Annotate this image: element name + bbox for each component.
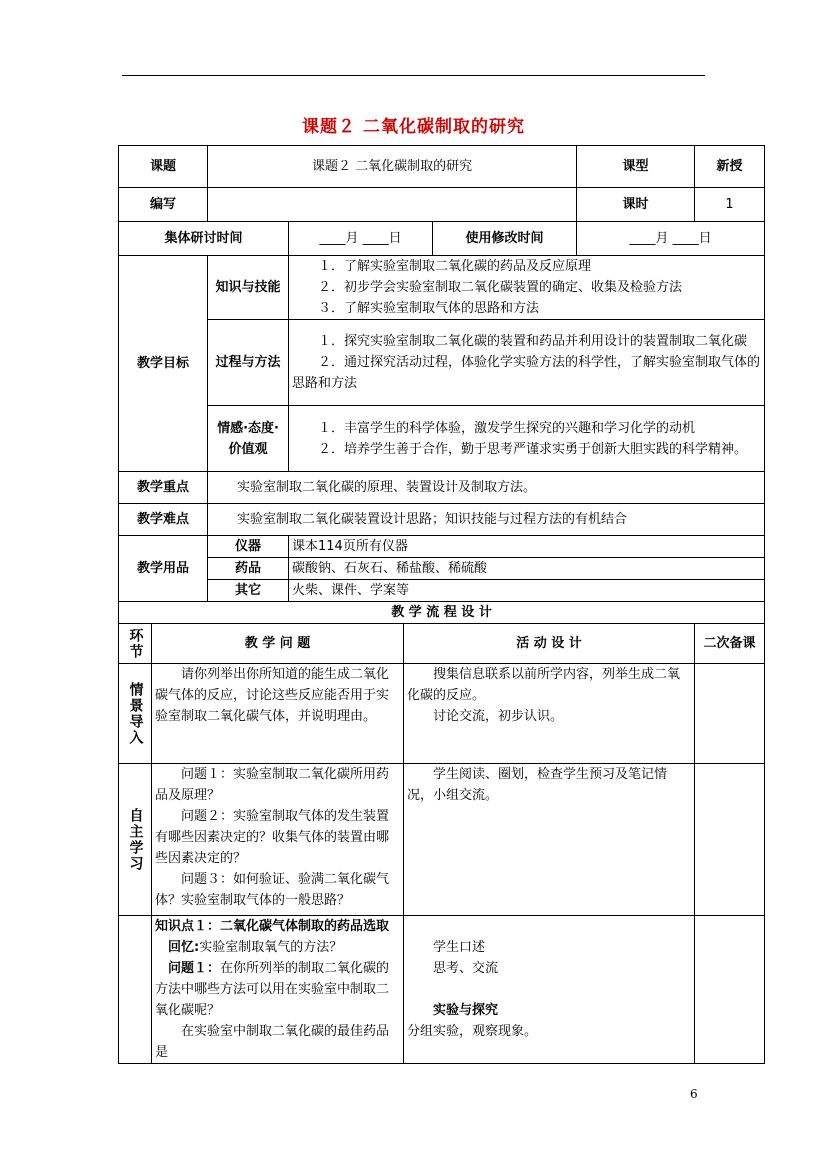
jiti-label: 集体研讨时间 [119, 222, 289, 256]
goal-line: ２．通过探究活动过程，体验化学实验方法的科学性，了解实验室制取气体的思路和方法 [292, 355, 761, 391]
goal-label-knowledge: 知识与技能 [208, 256, 289, 320]
material-text: 碳酸钠、石灰石、稀盐酸、稀硫酸 [289, 558, 765, 580]
knowledge-tail: 在实验室中制取二氧化碳的最佳药品是 [155, 1024, 390, 1060]
stage-activity-line: 搜集信息联系以前所学内容，列举生成二氧化碳的反应。 [407, 667, 681, 703]
stage-activity [404, 764, 695, 916]
header-rule [122, 75, 705, 76]
keti-value: 课题２ 二氧化碳制取的研究 [208, 146, 577, 188]
col-link: 环节 [119, 624, 152, 664]
goal-line: ２．初步学会实验室制取二氧化碳装置的确定、收集及检验方法 [318, 280, 683, 295]
kexing-value: 新授 [695, 146, 765, 188]
keti-label: 课题 [119, 146, 208, 188]
knowledge-act: 思考、交流 [433, 961, 499, 976]
goal-emotion-cell [289, 406, 765, 472]
stage-name: 情景导入 [119, 664, 152, 764]
knowledge-act: 实验与探究 [433, 1003, 499, 1018]
lesson-plan-table [118, 145, 764, 1064]
stage-question [152, 764, 404, 916]
kexing-label: 课型 [577, 146, 695, 188]
col-note: 二次备课 [695, 624, 765, 664]
keshi-label: 课时 [577, 188, 695, 222]
shiyong-label: 使用修改时间 [433, 222, 577, 256]
col-activity: 活 动 设 计 [404, 624, 695, 664]
keypoint-text: 实验室制取二氧化碳的原理、装置设计及制取方法。 [208, 472, 765, 504]
stage-activity-line: 讨论交流，初步认识。 [433, 709, 564, 724]
stage-question-line: 请你列举出你所知道的能生成二氧化碳气体的反应，讨论这些反应能否用于实验室制取二氧化碳气体，并说明理由。 [155, 667, 390, 724]
stage-question [152, 664, 404, 764]
knowledge-recall: 回忆:实验室制取氧气的方法？ [168, 940, 343, 955]
stage-activity [404, 664, 695, 764]
page-number: 6 [690, 1087, 698, 1101]
bianxie-value [208, 188, 577, 222]
stage-question-line: 问题２：实验室制取气体的发生装置有哪些因素决定的？收集气体的装置由哪些因素决定的？ [155, 809, 390, 866]
jiti-date: ____月 ____日 [289, 222, 433, 256]
material-text: 火柴、课件、学案等 [289, 580, 765, 602]
flow-title: 教 学 流 程 设 计 [119, 602, 765, 624]
knowledge-act: 学生口述 [433, 940, 486, 955]
goal-label-emotion: 情感·态度·价值观 [208, 406, 289, 472]
goals-label: 教学目标 [119, 256, 208, 472]
stage-note [695, 664, 765, 764]
goal-knowledge-cell [289, 256, 765, 320]
stage-question-line: 问题１：实验室制取二氧化碳所用药品及原理？ [155, 767, 390, 803]
goal-line: ３．了解实验室制取气体的思路和方法 [318, 301, 540, 316]
stage-question-line: 问题３：如何验证、验满二氧化碳气体？实验室制取气体的一般思路？ [155, 872, 390, 908]
material-label: 仪器 [208, 536, 289, 558]
material-label: 其它 [208, 580, 289, 602]
knowledge-question [152, 916, 404, 1064]
doc-title: 课题２ 二氧化碳制取的研究 [302, 117, 525, 137]
stage-note [695, 764, 765, 916]
keshi-value: 1 [695, 188, 765, 222]
goal-line: ２．培养学生善于合作，勤于思考严谨求实勇于创新大胆实践的科学精神。 [318, 441, 748, 457]
goal-label-process: 过程与方法 [208, 320, 289, 406]
stage-name-empty [119, 916, 152, 1064]
knowledge-act: 分组实验，观察现象。 [407, 1024, 538, 1039]
stage-name: 自主学习 [119, 764, 152, 916]
materials-label: 教学用品 [119, 536, 208, 602]
knowledge-activity [404, 916, 695, 1064]
keypoint-label: 教学重点 [119, 472, 208, 504]
material-label: 药品 [208, 558, 289, 580]
knowledge-heading: 知识点１：二氧化碳气体制取的药品选取 [155, 919, 390, 934]
bianxie-label: 编写 [119, 188, 208, 222]
stage-activity-line: 学生阅读、圈划，检查学生预习及笔记情况，小组交流。 [407, 767, 668, 803]
goal-line: １．探究实验室制取二氧化碳的装置和药品并利用设计的装置制取二氧化碳 [318, 334, 748, 349]
stage-note [695, 916, 765, 1064]
shiyong-date: ____月 ____日 [577, 222, 765, 256]
col-question: 教 学 问 题 [152, 624, 404, 664]
goal-line: １．了解实验室制取二氧化碳的药品及反应原理 [318, 259, 592, 274]
goal-process-cell [289, 320, 765, 406]
difficulty-label: 教学难点 [119, 504, 208, 536]
goal-line: １．丰富学生的科学体验，激发学生探究的兴趣和学习化学的动机 [318, 420, 696, 436]
material-text: 课本114页所有仪器 [289, 536, 765, 558]
difficulty-text: 实验室制取二氧化碳装置设计思路；知识技能与过程方法的有机结合 [208, 504, 765, 536]
knowledge-q1: 问题１：在你所列举的制取二氧化碳的方法中哪些方法可以用在实验室中制取二氧化碳呢？ [155, 961, 390, 1018]
